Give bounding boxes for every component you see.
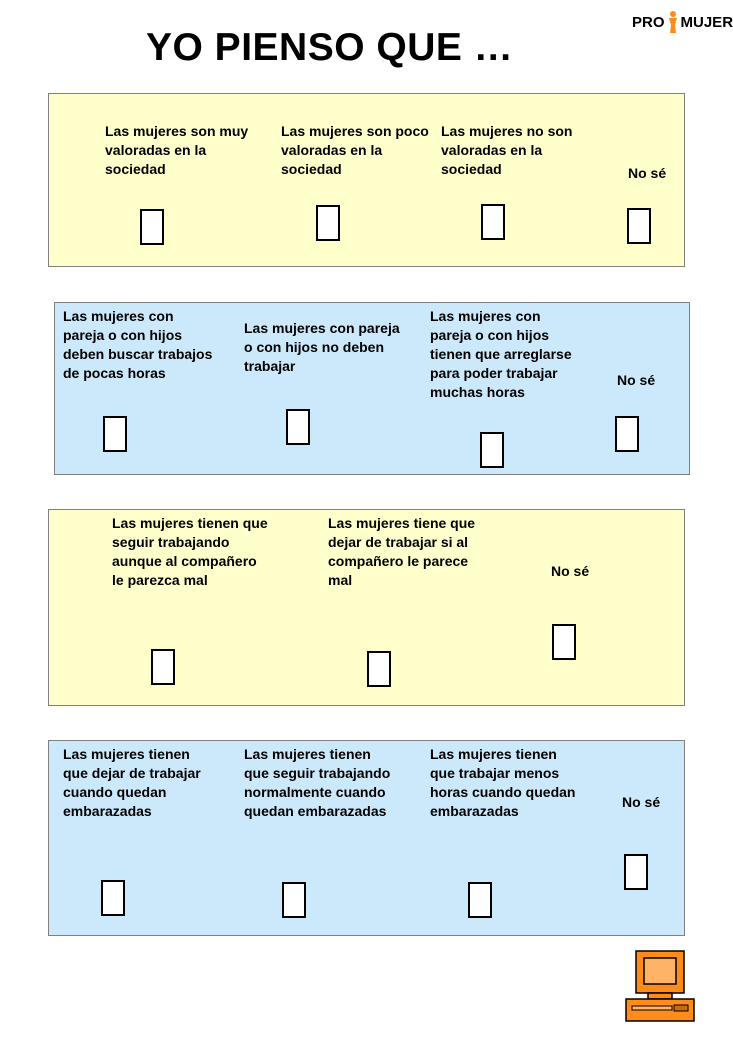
answer-checkbox[interactable] <box>468 882 492 918</box>
logo-text-left: PRO <box>632 13 665 31</box>
option-label: No sé <box>628 165 667 181</box>
option-label: Las mujeres con pareja o con hijos tienen que arreglarse para poder trabajar muchas horas <box>430 308 572 400</box>
answer-checkbox[interactable] <box>282 882 306 918</box>
option-label: No sé <box>551 563 590 579</box>
page-title: YO PIENSO QUE … <box>146 26 514 69</box>
logo <box>632 8 733 36</box>
option-label: Las mujeres con pareja o con hijos no deben trabajar <box>244 320 400 374</box>
computer-icon <box>624 950 696 1024</box>
answer-checkbox[interactable] <box>101 880 125 916</box>
answer-checkbox[interactable] <box>103 416 127 452</box>
logo-text-right: MUJER <box>680 13 733 31</box>
question-panel-3 <box>48 509 685 706</box>
woman-figure-icon <box>666 10 680 34</box>
answer-checkbox[interactable] <box>481 204 505 240</box>
question-panel-4 <box>48 740 685 936</box>
option-label: Las mujeres son poco valoradas en la sociedad <box>281 123 429 177</box>
answer-checkbox[interactable] <box>151 649 175 685</box>
question-panel-1 <box>48 93 685 267</box>
answer-checkbox[interactable] <box>552 624 576 660</box>
option-label: Las mujeres tienen que dejar de trabajar cuando quedan embarazadas <box>63 746 201 819</box>
answer-checkbox[interactable] <box>615 416 639 452</box>
option-label: Las mujeres tienen que seguir trabajando aunque al compañero le parezca mal <box>112 515 268 588</box>
option-label: Las mujeres no son valoradas en la sociedad <box>441 123 573 177</box>
answer-checkbox[interactable] <box>286 409 310 445</box>
option-label: Las mujeres tienen que seguir trabajando normalmente cuando quedan embarazadas <box>244 746 391 819</box>
answer-checkbox[interactable] <box>627 208 651 244</box>
option-label: No sé <box>617 372 656 388</box>
option-label: No sé <box>622 794 661 810</box>
option-label: Las mujeres tiene que dejar de trabajar si al compañero le parece mal <box>328 515 476 588</box>
option-label: Las mujeres con pareja o con hijos deben buscar trabajos de pocas horas <box>63 308 213 381</box>
question-panel-2 <box>54 302 690 475</box>
option-label: Las mujeres son muy valoradas en la sociedad <box>105 123 249 177</box>
option-label: Las mujeres tienen que trabajar menos horas cuando quedan embarazadas <box>430 746 576 819</box>
answer-checkbox[interactable] <box>140 209 164 245</box>
answer-checkbox[interactable] <box>480 432 504 468</box>
answer-checkbox[interactable] <box>624 854 648 890</box>
answer-checkbox[interactable] <box>316 205 340 241</box>
answer-checkbox[interactable] <box>367 651 391 687</box>
